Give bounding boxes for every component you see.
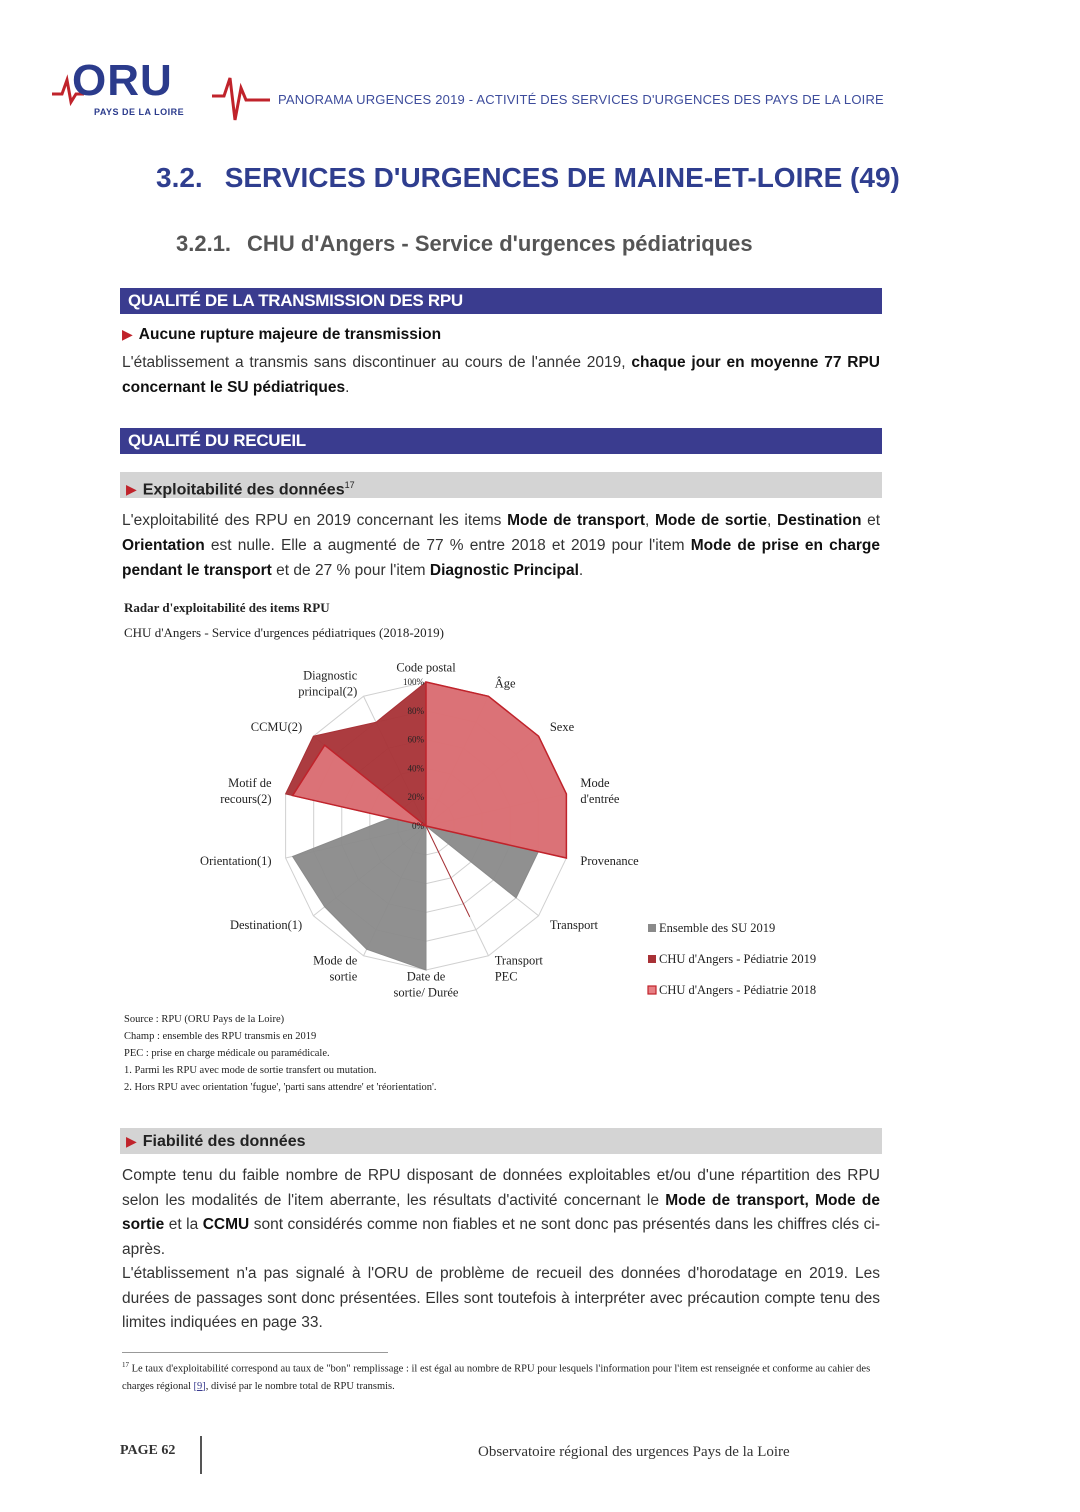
chart-title: Radar d'exploitabilité des items RPU [124, 600, 330, 615]
radar-category-label: Provenance [580, 854, 639, 869]
chart-source: Source : RPU (ORU Pays de la Loire) [124, 1014, 285, 1025]
running-header: PANORAMA URGENCES 2019 - ACTIVITÉ DES SERVICES D'URGENCES DES PAYS DE LA LOIRE [278, 92, 884, 107]
radar-tick-label: 20% [407, 792, 424, 803]
radar-category-label: Orientation(1) [200, 854, 272, 869]
transmission-heading: ▶ Aucune rupture majeure de transmission [122, 326, 442, 343]
radar-category-label: Transport [549, 917, 599, 932]
radar-category-label: Âge [494, 676, 516, 691]
section-title: SERVICES D'URGENCES DE MAINE-ET-LOIRE (49) [224, 162, 900, 193]
chart-subtitle: CHU d'Angers - Service d'urgences pédiatriques (2018-2019) [124, 625, 444, 640]
legend-swatch-1 [648, 955, 656, 963]
radar-category-label: Sexe [549, 720, 575, 735]
footer-divider [200, 1436, 202, 1474]
radar-category-label: Mode de sortie [313, 953, 358, 984]
triangle-bullet-icon: ▶ [126, 481, 137, 498]
exploitabilite-paragraph: L'exploitabilité des RPU en 2019 concernant les items Mode de transport, Mode de sortie, Destination et Orientation est nulle. Elle a augmenté de 77 % entre 2018 et 2019 pour l'item Mode de prise en charge pendant le transport et de 27 % pour l'item Diagnostic Principal. [122, 512, 881, 579]
radar-category-label: CCMU(2) [250, 720, 303, 735]
subsection-title: CHU d'Angers - Service d'urgences pédiatriques [247, 231, 753, 256]
radar-category-label: Code postal [396, 660, 456, 675]
page-number: PAGE 62 [120, 1443, 176, 1458]
radar-tick-label: 60% [407, 734, 424, 745]
subsection-heading [176, 231, 753, 257]
subsection-number: 3.2.1. [176, 231, 232, 256]
subband-exploitabilite: ▶ Exploitabilité des données$^{17}$ [120, 472, 882, 498]
radar-tick-label: 80% [407, 705, 424, 716]
chart-note-pec: PEC : prise en charge médicale ou paramédicale. [124, 1048, 330, 1059]
logo-subtitle: PAYS DE LA LOIRE [94, 107, 185, 117]
radar-category-label: Transport PEC [494, 953, 543, 984]
footnote-divider [122, 1352, 388, 1353]
legend-label-1: CHU d'Angers - Pédiatrie 2019 [659, 952, 817, 966]
radar-tick-label: 0% [412, 821, 424, 831]
subband-fiabilite: ▶ Fiabilité des données [120, 1128, 882, 1154]
chart-champ: Champ : ensemble des RPU transmis en 2019 [124, 1031, 317, 1042]
chart-note-2: 2. Hors RPU avec orientation 'fugue', 'parti sans attendre' et 'réorientation'. [124, 1082, 437, 1093]
fiabilite-paragraph: Compte tenu du faible nombre de RPU disposant de données exploitables et/ou d'une répartition des RPU selon les modalités de l'item aberrante, les résultats d'activité concernant le Mode de transport, Mode de sortie et la CCMU sont considérés comme non fiables et ne sont donc pas présentés dans les chiffres clés ci-après. L'établissement n'a pas signalé à l'ORU de problème de recueil des données d'horodatage en 2019. Les durées de passages sont donc présentées. Elles sont toutefois à interpréter avec précaution compte tenu des limites indiquées en page 33. [122, 1167, 880, 1331]
radar-chart [120, 640, 880, 1020]
heartbeat-line-icon-right [212, 78, 270, 120]
transmission-paragraph: L'établissement a transmis sans discontinuer au cours de l'année 2019, chaque jour en moyenne 77 RPU concernant le SU pédiatriques. [122, 354, 880, 396]
band-recueil: QUALITÉ DU RECUEIL [120, 428, 882, 454]
footnote-reference-link[interactable]: [9] [193, 1380, 206, 1392]
section-number: 3.2. [156, 162, 203, 193]
legend-label-0: Ensemble des SU 2019 [659, 921, 776, 935]
logo-text: ORU [72, 56, 173, 105]
footer-text: Observatoire régional des urgences Pays de la Loire [478, 1444, 790, 1460]
triangle-bullet-icon: ▶ [126, 1133, 137, 1149]
radar-category-label: Destination(1) [229, 917, 303, 932]
legend-swatch-2 [648, 986, 656, 994]
radar-series-2 [293, 682, 567, 858]
chart-note-1: 1. Parmi les RPU avec mode de sortie transfert ou mutation. [124, 1065, 377, 1076]
band-transmission: QUALITÉ DE LA TRANSMISSION DES RPU [120, 288, 882, 314]
legend-label-2: CHU d'Angers - Pédiatrie 2018 [659, 983, 817, 997]
footnote: $^{17}$ Le taux d'exploitabilité correspond au taux de "bon" remplissage : il est égal au nombre de RPU pour lesquels l'information pour l'item est renseignée et conforme au cahier des charges régional [9], divisé par le nombre total de RPU transmis. [122, 1361, 871, 1392]
legend-swatch-0 [648, 924, 656, 932]
fiabilite-paragraph-2: L'établissement n'a pas signalé à l'ORU de problème de recueil des données d'horodatage en 2019. Les durées de passages sont donc présentées. Elles sont toutefois à interpréter avec précaution compte tenu des limites indiquées en page 33. [122, 1265, 880, 1331]
radar-tick-label: 100% [403, 677, 424, 687]
radar-tick-label: 40% [407, 763, 424, 774]
section-heading [156, 162, 900, 194]
triangle-bullet-icon: ▶ [122, 326, 133, 342]
radar-category-label: Diagnostic principal(2) [298, 668, 358, 699]
radar-category-label: Motif de recours(2) [220, 775, 272, 806]
radar-category-label: Mode d'entrée [580, 775, 620, 806]
radar-category-label: Date de sortie/ Durée [393, 969, 459, 1000]
